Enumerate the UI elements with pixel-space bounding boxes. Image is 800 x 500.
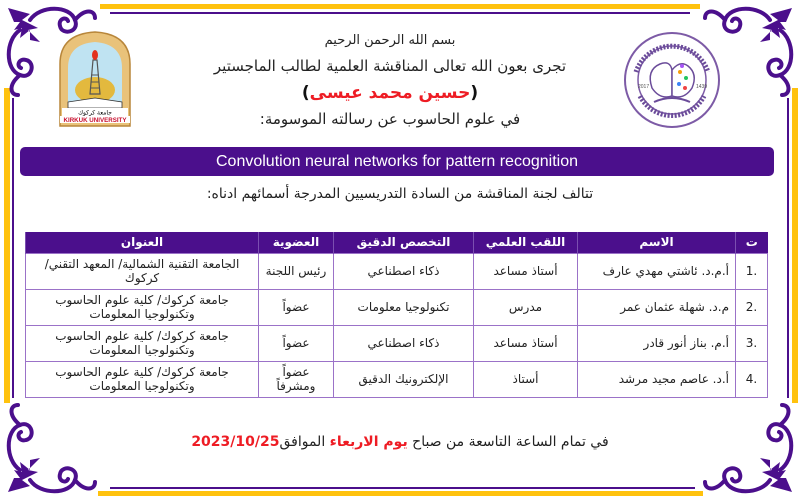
table-row [26,361,768,397]
kirkuk-university-logo-icon [56,30,134,128]
cell-role: عضواً ومشرفاً [259,361,334,397]
frame-right-yellow [792,88,798,403]
cell-title: أستاذ [474,361,578,397]
cell-role: رئيس اللجنة [259,253,334,289]
header-name: الاسم [578,232,736,253]
cell-num: .4 [736,361,768,397]
cell-title: أستاذ مساعد [474,325,578,361]
footer-middle: الموافق [279,434,330,450]
table-row [26,325,768,361]
cell-address: جامعة كركوك/ كلية علوم الحاسوب وتكنولوجيا المعلومات [26,361,259,397]
college-logo-icon [622,30,722,130]
footer-day: يوم الاربعاء [329,434,408,450]
frame-top-yellow [100,4,700,9]
committee-intro: تتالف لجنة المناقشة من السادة التدريسيين المدرجة أسمائهم ادناه: [206,186,594,202]
header-title: اللقب العلمي [474,232,578,253]
paren-close: ) [301,83,310,103]
cell-address: جامعة كركوك/ كلية علوم الحاسوب وتكنولوجيا المعلومات [26,325,259,361]
table-header-row [26,232,768,253]
footer-date-line [160,434,640,450]
frame-top-purple [110,12,690,14]
cell-name: أ.د. عاصم مجيد مرشد [578,361,736,397]
header-num: ت [736,232,768,253]
frame-bottom-yellow [98,491,703,496]
intro-text: تجرى بعون الله تعالى المناقشة العلمية لطالب الماجستير [213,57,567,75]
thesis-title-bar [20,147,774,176]
cell-title: أستاذ مساعد [474,253,578,289]
cell-address: جامعة كركوك/ كلية علوم الحاسوب وتكنولوجيا المعلومات [26,289,259,325]
frame-left-purple [12,98,14,398]
committee-table [25,232,768,398]
student-name-line [170,83,610,103]
svg-text:KIRKUK UNIVERSITY: KIRKUK UNIVERSITY [63,117,127,124]
footer-prefix: في تمام الساعة التاسعة من صباح [407,434,609,450]
footer-date: 2023/10/25 [191,434,280,450]
frame-bottom-purple [110,487,695,489]
cell-specialty: ذكاء اصطناعي [334,253,474,289]
field-line: في علوم الحاسوب عن رسالته الموسومة: [259,110,521,128]
header-address: العنوان [26,232,259,253]
cell-specialty: ذكاء اصطناعي [334,325,474,361]
svg-text:2017: 2017 [638,84,650,90]
thesis-title: Convolution neural networks for pattern recognition [216,152,578,170]
cell-specialty: الإلكترونيك الدقيق [334,361,474,397]
header-specialty: التخصص الدقيق [334,232,474,253]
cell-num: .1 [736,253,768,289]
frame-right-purple [787,98,789,398]
svg-text:1439: 1439 [696,84,708,90]
cell-name: أ.م. بناز أنور قادر [578,325,736,361]
svg-text:جامعة كركوك: جامعة كركوك [78,109,112,117]
corner-ornament-bottom-right-icon [700,400,800,500]
corner-ornament-bottom-left-icon [0,400,100,500]
header-role: العضوية [259,232,334,253]
cell-role: عضواً [259,289,334,325]
cell-title: مدرس [474,289,578,325]
cell-num: .2 [736,289,768,325]
table-row [26,289,768,325]
table-row [26,253,768,289]
cell-specialty: تكنولوجيا معلومات [334,289,474,325]
student-name: حسين محمد عيسى [309,83,471,103]
cell-name: م.د. شهلة عثمان عمر [578,289,736,325]
frame-left-yellow [4,88,10,403]
cell-address: الجامعة التقنية الشمالية/ المعهد التقني/ كركوك [26,253,259,289]
cell-role: عضواً [259,325,334,361]
basmala-text: بسم الله الرحمن الرحيم [324,33,456,48]
cell-num: .3 [736,325,768,361]
paren-open: ( [470,83,479,103]
cell-name: أ.م.د. ئاشتي مهدي عارف [578,253,736,289]
